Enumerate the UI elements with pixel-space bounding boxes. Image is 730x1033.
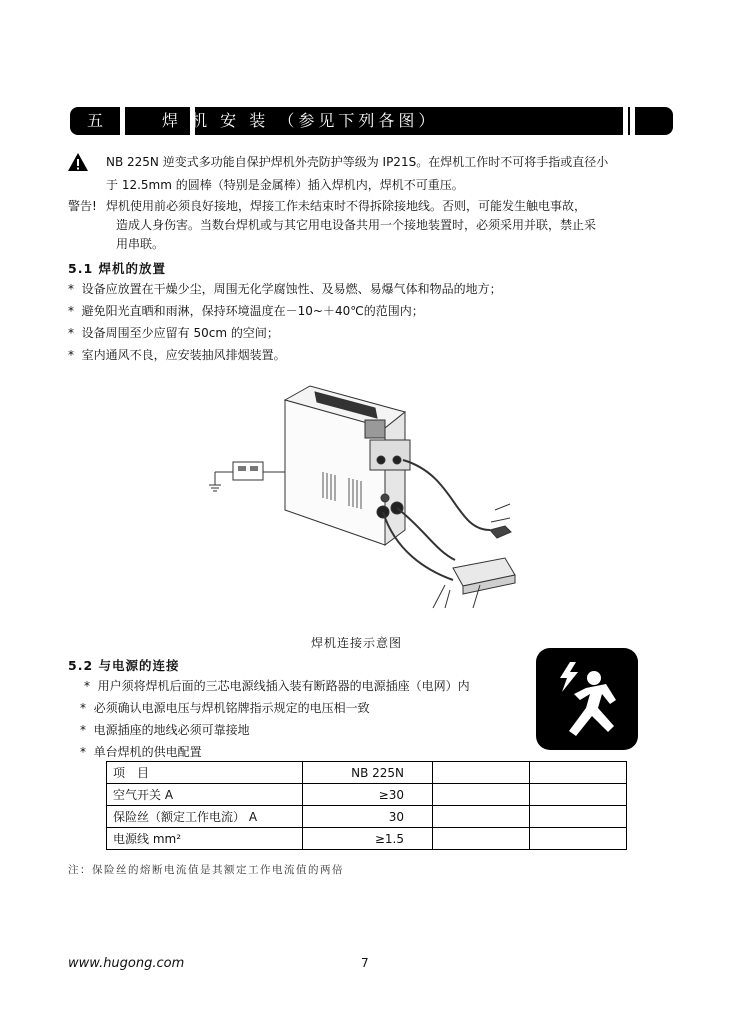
table-cell [433,828,530,850]
table-cell [530,806,627,828]
table-cell: NB 225N [303,762,433,784]
electric-shock-icon [536,648,638,750]
table-row [107,806,627,828]
table-cell [530,828,627,850]
list-item-text: 设备应放置在干燥少尘，周围无化学腐蚀性、及易燃、易爆气体和物品的地方； [81,282,502,296]
table-cell [530,784,627,806]
warning-triangle-icon [67,152,89,172]
figure-caption: 焊机连接示意图 [311,636,403,650]
table-row [107,784,627,806]
section-heading: 5.1 焊机的放置 [68,261,166,276]
list-item: * 设备应放置在干燥少尘，周围无化学腐蚀性、及易燃、易爆气体和物品的地方； [68,282,502,296]
list-item: * 避免阳光直晒和雨淋，保持环境温度在－10~＋40℃的范围内； [68,304,424,318]
warning-text-line: NB 225N 逆变式多功能自保护焊机外壳防护等级为 IP21S。在焊机工作时不可将手指或直径小 [106,155,609,169]
list-item-text: 单台焊机的供电配置 [93,745,202,759]
table-row [107,762,627,784]
list-item: * 室内通风不良，应安装抽风排烟装置。 [68,348,286,362]
power-config-table [106,761,627,850]
table-cell: 保险丝（额定工作电流） A [107,806,303,828]
page-number: 7 [361,956,369,970]
list-item: * 单台焊机的供电配置 [80,745,202,759]
table-row [107,828,627,850]
footnote: 注：保险丝的熔断电流值是其额定工作电流值的两倍 [68,864,344,876]
section-heading: 5.2 与电源的连接 [68,658,180,673]
table-cell: ≥1.5 [303,828,433,850]
section-header-bar [70,107,673,135]
warning-text-line: 焊机使用前必须良好接地，焊接工作未结束时不得拆除接地线。否则，可能发生触电事故， [106,199,587,213]
warning-text-line: 造成人身伤害。当数台焊机或与其它用电设备共用一个接地装置时，必须采用并联，禁止采 [116,218,597,232]
list-item-text: 避免阳光直晒和雨淋，保持环境温度在－10~＋40℃的范围内； [81,304,424,318]
footer-url[interactable]: www.hugong.com [68,956,185,971]
welder-connection-diagram [205,380,525,620]
table-cell: 项 目 [107,762,303,784]
list-item: * 设备周围至少应留有 50cm 的空间； [68,326,279,340]
list-item: * 用户须将焊机后面的三芯电源线插入装有断路器的电源插座（电网）内 [84,679,470,693]
list-item-text: 设备周围至少应留有 50cm 的空间； [81,326,279,340]
section-number: 五 [86,111,103,130]
list-item-text: 用户须将焊机后面的三芯电源线插入装有断路器的电源插座（电网）内 [97,679,470,693]
list-item-text: 室内通风不良，应安装抽风排烟装置。 [81,348,286,362]
table-cell: 电源线 mm² [107,828,303,850]
list-item-text: 必须确认电源电压与焊机铭牌指示规定的电压相一致 [93,701,370,715]
header-divider [630,107,635,135]
table-cell: 空气开关 A [107,784,303,806]
table-cell [530,762,627,784]
table-cell [433,784,530,806]
warning-text-line: 于 12.5mm 的圆棒（特别是金属棒）插入焊机内，焊机不可重压。 [106,178,464,192]
table-cell [433,806,530,828]
list-item: * 必须确认电源电压与焊机铭牌指示规定的电压相一致 [80,701,370,715]
table-cell [433,762,530,784]
header-divider [120,107,125,135]
section-title: 焊 机 安 装 （参见下列各图） [162,111,439,130]
warning-label: 警告! [68,199,97,213]
list-item-text: 电源插座的地线必须可靠接地 [93,723,250,737]
warning-text-line: 用串联。 [116,237,165,251]
table-cell: 30 [303,806,433,828]
list-item: * 电源插座的地线必须可靠接地 [80,723,250,737]
table-cell: ≥30 [303,784,433,806]
header-divider [623,107,628,135]
